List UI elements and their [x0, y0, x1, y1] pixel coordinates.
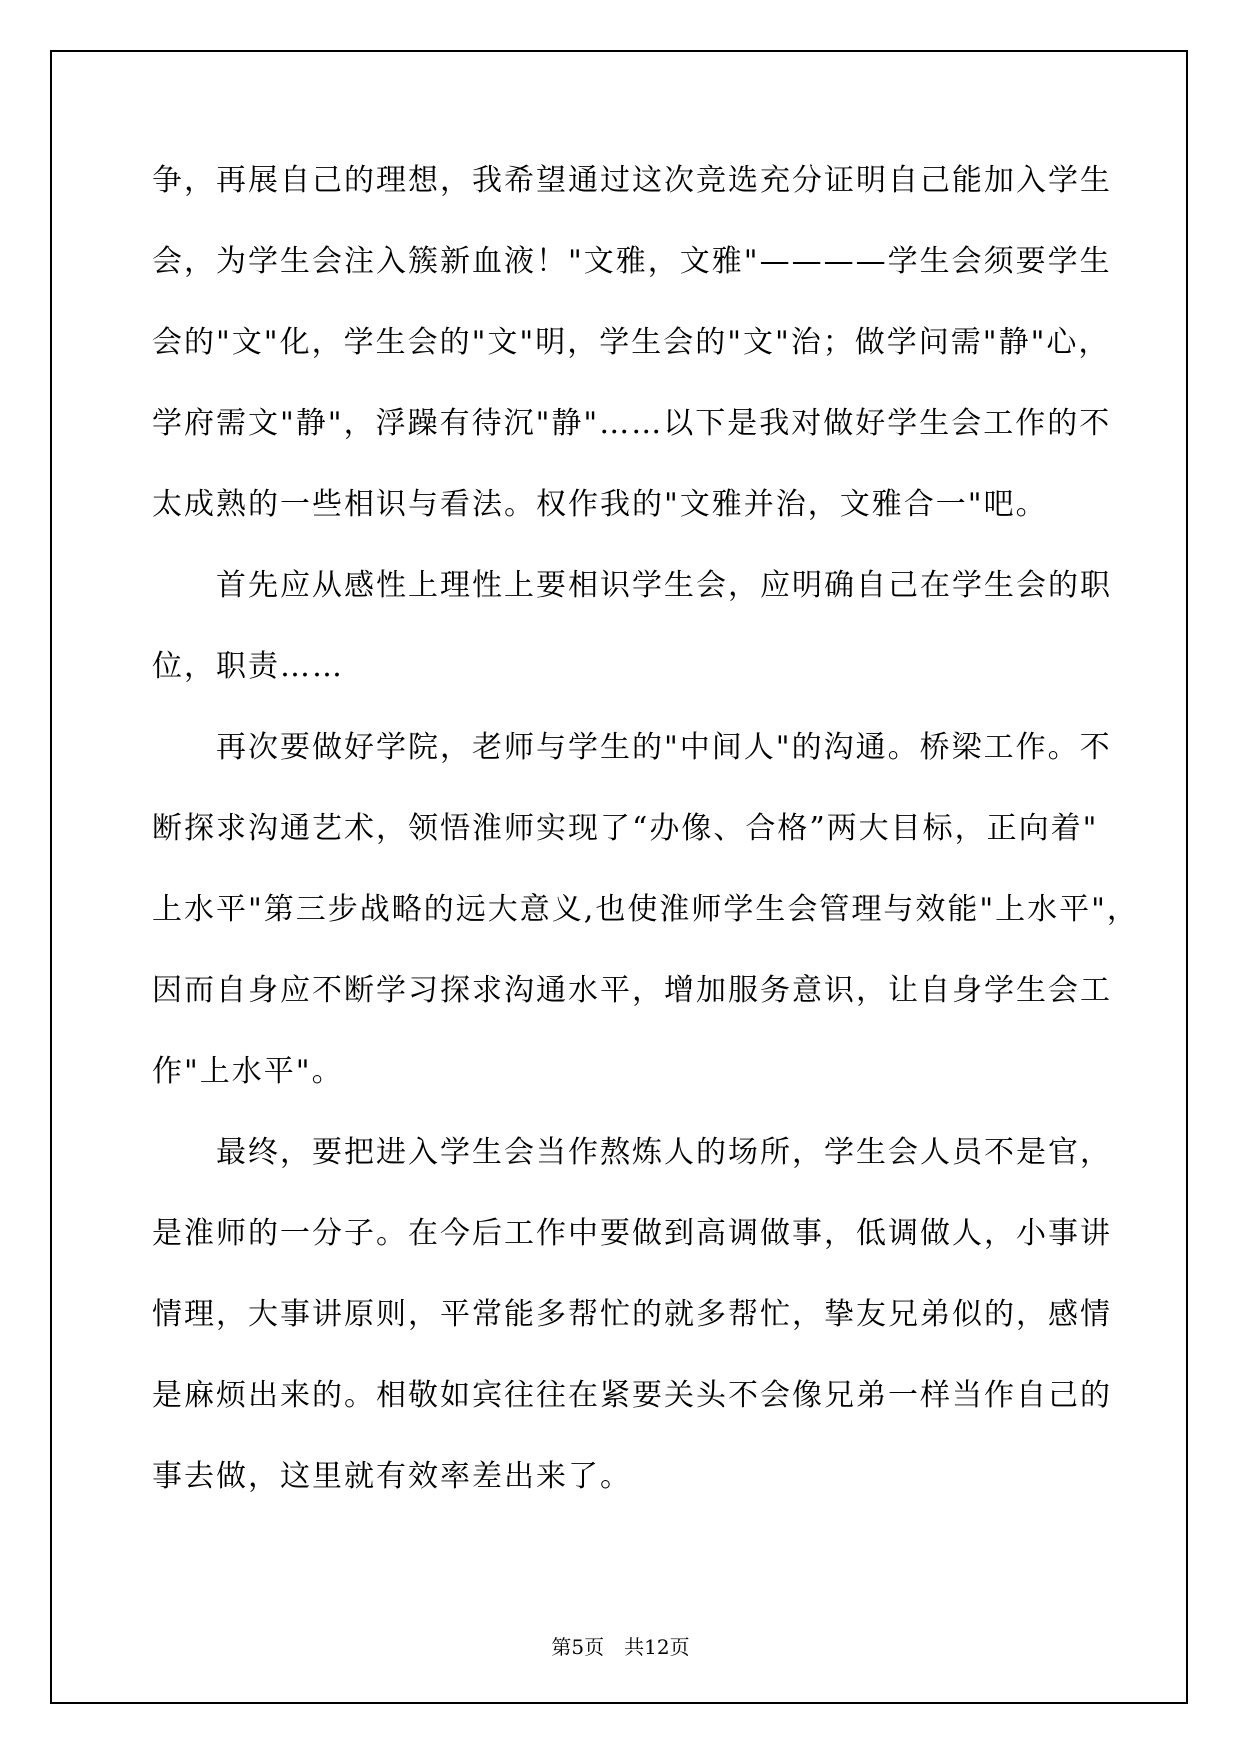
text-line: 断探求沟通艺术，领悟淮师实现了“办像、合格”两大目标，正向着" — [152, 811, 1099, 846]
paragraph-1 — [152, 155, 1112, 560]
text-line: 情理，大事讲原则，平常能多帮忙的就多帮忙，挚友兄弟似的，感情 — [152, 1297, 1112, 1332]
page-number-footer: 第5页 共12页 — [551, 1635, 690, 1659]
text-line: 上水平"第三步战略的远大意义,也使淮师学生会管理与效能"上水平"， — [152, 892, 1139, 927]
text-line: 事去做，这里就有效率差出来了。 — [152, 1459, 632, 1494]
text-line: 学府需文"静"，浮躁有待沉"静"……以下是我对做好学生会工作的不 — [152, 406, 1112, 441]
text-line: 最终，要把进入学生会当作熬炼人的场所，学生会人员不是官， — [216, 1135, 1112, 1170]
text-line: 位，职责…… — [152, 649, 344, 684]
text-line: 是淮师的一分子。在今后工作中要做到高调做事，低调做人，小事讲 — [152, 1216, 1112, 1251]
paragraph-2 — [152, 560, 1112, 722]
paragraph-3 — [152, 722, 1139, 1127]
text-line: 因而自身应不断学习探求沟通水平，增加服务意识，让自身学生会工 — [152, 973, 1112, 1008]
text-line: 争，再展自己的理想，我希望通过这次竞选充分证明自己能加入学生 — [152, 163, 1112, 198]
text-line: 再次要做好学院，老师与学生的"中间人"的沟通。桥梁工作。不 — [216, 730, 1112, 765]
text-line: 作"上水平"。 — [152, 1054, 344, 1089]
text-line: 首先应从感性上理性上要相识学生会，应明确自己在学生会的职 — [216, 568, 1112, 603]
text-line: 会的"文"化，学生会的"文"明，学生会的"文"治；做学问需"静"心， — [152, 325, 1111, 360]
text-line: 是麻烦出来的。相敬如宾往往在紧要关头不会像兄弟一样当作自己的 — [152, 1378, 1112, 1413]
text-line: 太成熟的一些相识与看法。权作我的"文雅并治，文雅合一"吧。 — [152, 487, 1048, 522]
text-line: 会，为学生会注入簇新血液！"文雅，文雅"————学生会须要学生 — [152, 244, 1112, 279]
document-body — [152, 155, 1139, 1532]
paragraph-4 — [152, 1127, 1112, 1532]
